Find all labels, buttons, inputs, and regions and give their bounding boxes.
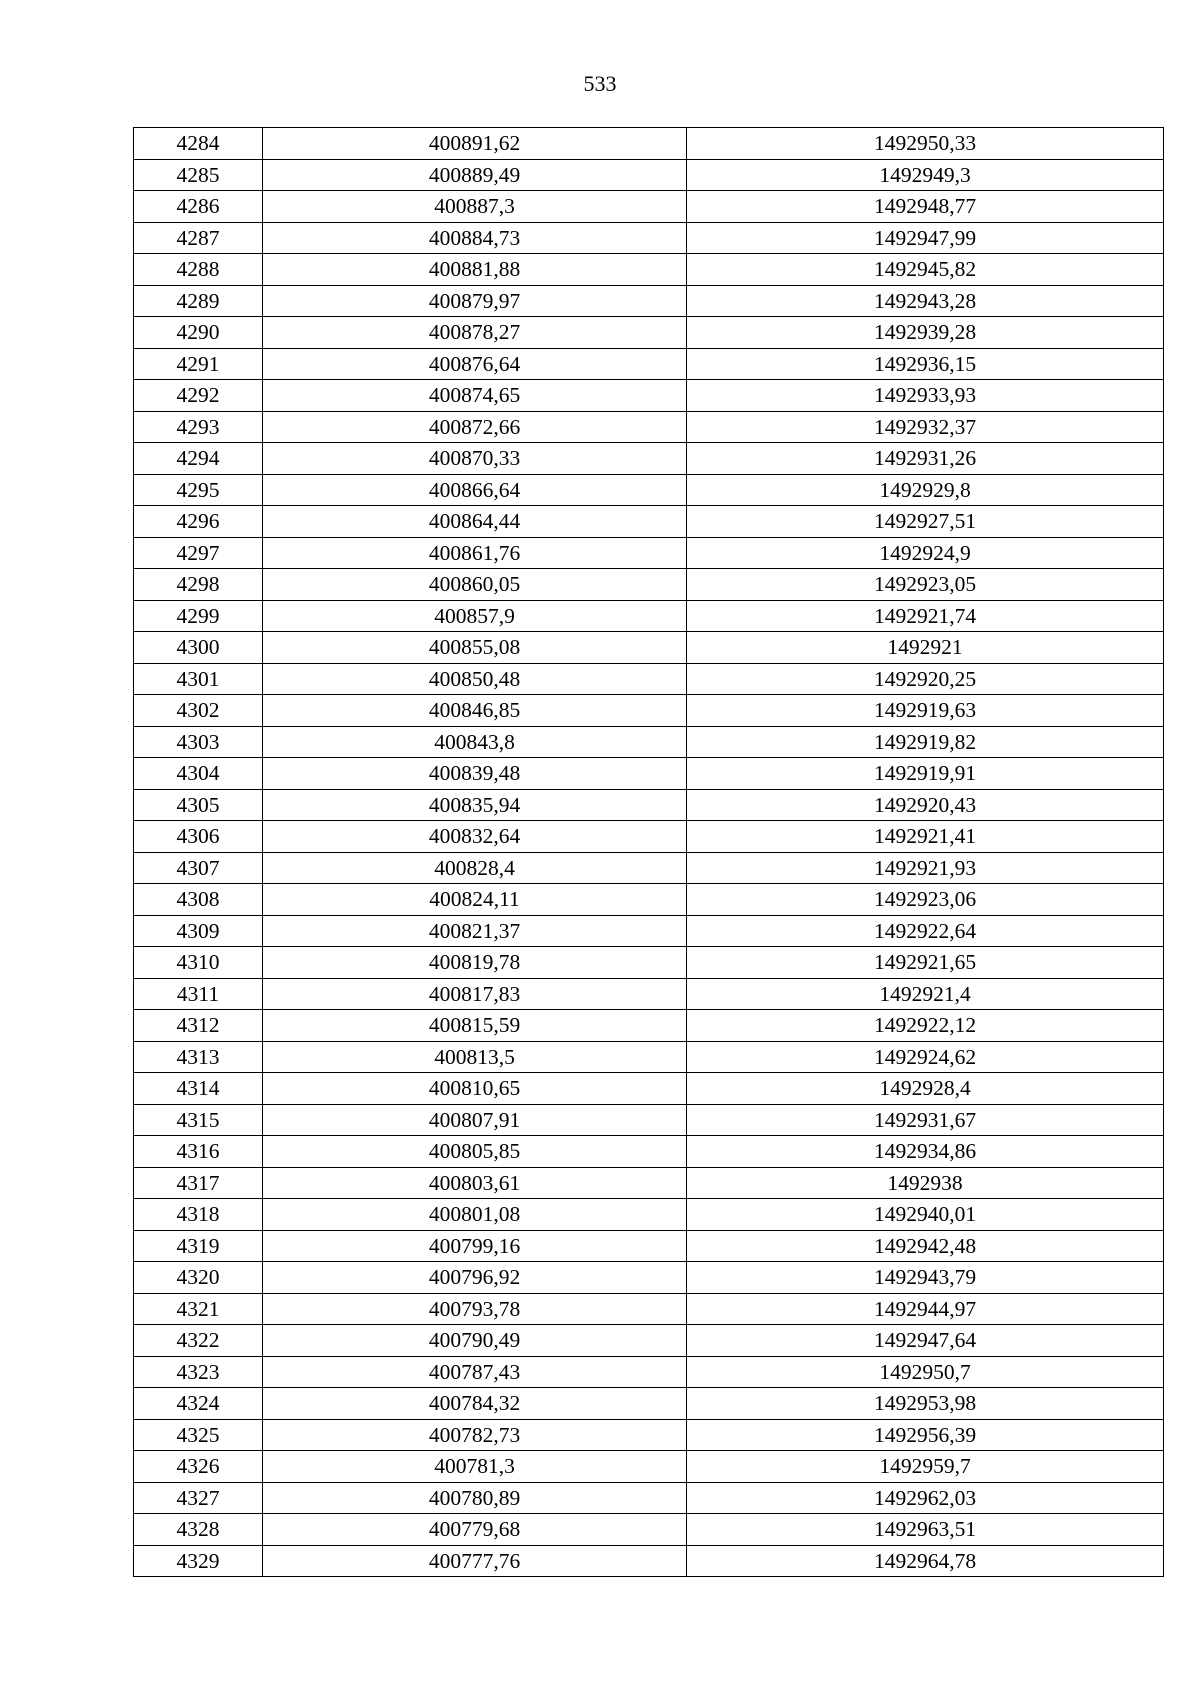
point-number-cell: 4306 bbox=[134, 821, 263, 853]
x-coordinate-cell: 400839,48 bbox=[263, 758, 687, 790]
table-row bbox=[134, 1041, 1164, 1073]
point-number-cell: 4304 bbox=[134, 758, 263, 790]
table-row bbox=[134, 663, 1164, 695]
point-number-cell: 4302 bbox=[134, 695, 263, 727]
point-number-cell: 4327 bbox=[134, 1482, 263, 1514]
x-coordinate-cell: 400803,61 bbox=[263, 1167, 687, 1199]
x-coordinate-cell: 400821,37 bbox=[263, 915, 687, 947]
y-coordinate-cell: 1492931,26 bbox=[687, 443, 1164, 475]
x-coordinate-cell: 400874,65 bbox=[263, 380, 687, 412]
x-coordinate-cell: 400855,08 bbox=[263, 632, 687, 664]
point-number-cell: 4309 bbox=[134, 915, 263, 947]
point-number-cell: 4294 bbox=[134, 443, 263, 475]
table-row bbox=[134, 191, 1164, 223]
table-row bbox=[134, 1136, 1164, 1168]
table-row bbox=[134, 506, 1164, 538]
table-row bbox=[134, 443, 1164, 475]
x-coordinate-cell: 400793,78 bbox=[263, 1293, 687, 1325]
x-coordinate-cell: 400889,49 bbox=[263, 159, 687, 191]
y-coordinate-cell: 1492947,64 bbox=[687, 1325, 1164, 1357]
x-coordinate-cell: 400857,9 bbox=[263, 600, 687, 632]
x-coordinate-cell: 400777,76 bbox=[263, 1545, 687, 1577]
y-coordinate-cell: 1492947,99 bbox=[687, 222, 1164, 254]
table-row bbox=[134, 1388, 1164, 1420]
point-number-cell: 4300 bbox=[134, 632, 263, 664]
y-coordinate-cell: 1492940,01 bbox=[687, 1199, 1164, 1231]
point-number-cell: 4325 bbox=[134, 1419, 263, 1451]
point-number-cell: 4296 bbox=[134, 506, 263, 538]
y-coordinate-cell: 1492921 bbox=[687, 632, 1164, 664]
y-coordinate-cell: 1492927,51 bbox=[687, 506, 1164, 538]
y-coordinate-cell: 1492921,4 bbox=[687, 978, 1164, 1010]
y-coordinate-cell: 1492924,62 bbox=[687, 1041, 1164, 1073]
point-number-cell: 4287 bbox=[134, 222, 263, 254]
x-coordinate-cell: 400884,73 bbox=[263, 222, 687, 254]
y-coordinate-cell: 1492921,74 bbox=[687, 600, 1164, 632]
point-number-cell: 4305 bbox=[134, 789, 263, 821]
y-coordinate-cell: 1492945,82 bbox=[687, 254, 1164, 286]
point-number-cell: 4316 bbox=[134, 1136, 263, 1168]
table-row bbox=[134, 1545, 1164, 1577]
x-coordinate-cell: 400805,85 bbox=[263, 1136, 687, 1168]
point-number-cell: 4314 bbox=[134, 1073, 263, 1105]
table-row bbox=[134, 285, 1164, 317]
x-coordinate-cell: 400787,43 bbox=[263, 1356, 687, 1388]
x-coordinate-cell: 400784,32 bbox=[263, 1388, 687, 1420]
y-coordinate-cell: 1492943,28 bbox=[687, 285, 1164, 317]
table-row bbox=[134, 1104, 1164, 1136]
point-number-cell: 4284 bbox=[134, 128, 263, 160]
table-row bbox=[134, 537, 1164, 569]
coordinates-table-body bbox=[134, 128, 1164, 1577]
point-number-cell: 4324 bbox=[134, 1388, 263, 1420]
table-row bbox=[134, 348, 1164, 380]
table-row bbox=[134, 128, 1164, 160]
y-coordinate-cell: 1492919,63 bbox=[687, 695, 1164, 727]
x-coordinate-cell: 400781,3 bbox=[263, 1451, 687, 1483]
table-row bbox=[134, 254, 1164, 286]
point-number-cell: 4293 bbox=[134, 411, 263, 443]
x-coordinate-cell: 400843,8 bbox=[263, 726, 687, 758]
point-number-cell: 4313 bbox=[134, 1041, 263, 1073]
y-coordinate-cell: 1492919,91 bbox=[687, 758, 1164, 790]
point-number-cell: 4285 bbox=[134, 159, 263, 191]
table-row bbox=[134, 821, 1164, 853]
y-coordinate-cell: 1492938 bbox=[687, 1167, 1164, 1199]
point-number-cell: 4297 bbox=[134, 537, 263, 569]
y-coordinate-cell: 1492956,39 bbox=[687, 1419, 1164, 1451]
x-coordinate-cell: 400815,59 bbox=[263, 1010, 687, 1042]
table-row bbox=[134, 1010, 1164, 1042]
y-coordinate-cell: 1492924,9 bbox=[687, 537, 1164, 569]
point-number-cell: 4312 bbox=[134, 1010, 263, 1042]
y-coordinate-cell: 1492950,33 bbox=[687, 128, 1164, 160]
point-number-cell: 4319 bbox=[134, 1230, 263, 1262]
point-number-cell: 4298 bbox=[134, 569, 263, 601]
y-coordinate-cell: 1492936,15 bbox=[687, 348, 1164, 380]
x-coordinate-cell: 400861,76 bbox=[263, 537, 687, 569]
y-coordinate-cell: 1492950,7 bbox=[687, 1356, 1164, 1388]
x-coordinate-cell: 400864,44 bbox=[263, 506, 687, 538]
y-coordinate-cell: 1492921,41 bbox=[687, 821, 1164, 853]
table-row bbox=[134, 411, 1164, 443]
point-number-cell: 4310 bbox=[134, 947, 263, 979]
table-row bbox=[134, 1451, 1164, 1483]
point-number-cell: 4323 bbox=[134, 1356, 263, 1388]
table-row bbox=[134, 884, 1164, 916]
x-coordinate-cell: 400813,5 bbox=[263, 1041, 687, 1073]
point-number-cell: 4292 bbox=[134, 380, 263, 412]
x-coordinate-cell: 400881,88 bbox=[263, 254, 687, 286]
point-number-cell: 4299 bbox=[134, 600, 263, 632]
y-coordinate-cell: 1492928,4 bbox=[687, 1073, 1164, 1105]
y-coordinate-cell: 1492923,05 bbox=[687, 569, 1164, 601]
x-coordinate-cell: 400876,64 bbox=[263, 348, 687, 380]
x-coordinate-cell: 400860,05 bbox=[263, 569, 687, 601]
point-number-cell: 4301 bbox=[134, 663, 263, 695]
point-number-cell: 4289 bbox=[134, 285, 263, 317]
table-row bbox=[134, 915, 1164, 947]
x-coordinate-cell: 400832,64 bbox=[263, 821, 687, 853]
table-row bbox=[134, 600, 1164, 632]
y-coordinate-cell: 1492939,28 bbox=[687, 317, 1164, 349]
y-coordinate-cell: 1492949,3 bbox=[687, 159, 1164, 191]
x-coordinate-cell: 400824,11 bbox=[263, 884, 687, 916]
y-coordinate-cell: 1492933,93 bbox=[687, 380, 1164, 412]
y-coordinate-cell: 1492934,86 bbox=[687, 1136, 1164, 1168]
table-row bbox=[134, 1356, 1164, 1388]
table-row bbox=[134, 1482, 1164, 1514]
x-coordinate-cell: 400866,64 bbox=[263, 474, 687, 506]
y-coordinate-cell: 1492929,8 bbox=[687, 474, 1164, 506]
table-row bbox=[134, 1262, 1164, 1294]
table-row bbox=[134, 569, 1164, 601]
x-coordinate-cell: 400879,97 bbox=[263, 285, 687, 317]
x-coordinate-cell: 400835,94 bbox=[263, 789, 687, 821]
table-row bbox=[134, 380, 1164, 412]
y-coordinate-cell: 1492921,93 bbox=[687, 852, 1164, 884]
x-coordinate-cell: 400850,48 bbox=[263, 663, 687, 695]
table-row bbox=[134, 1167, 1164, 1199]
table-row bbox=[134, 978, 1164, 1010]
x-coordinate-cell: 400891,62 bbox=[263, 128, 687, 160]
page-number: 533 bbox=[583, 71, 617, 96]
x-coordinate-cell: 400779,68 bbox=[263, 1514, 687, 1546]
table-row bbox=[134, 1199, 1164, 1231]
y-coordinate-cell: 1492943,79 bbox=[687, 1262, 1164, 1294]
point-number-cell: 4307 bbox=[134, 852, 263, 884]
y-coordinate-cell: 1492920,25 bbox=[687, 663, 1164, 695]
y-coordinate-cell: 1492931,67 bbox=[687, 1104, 1164, 1136]
table-row bbox=[134, 1419, 1164, 1451]
table-row bbox=[134, 1073, 1164, 1105]
point-number-cell: 4328 bbox=[134, 1514, 263, 1546]
point-number-cell: 4295 bbox=[134, 474, 263, 506]
y-coordinate-cell: 1492944,97 bbox=[687, 1293, 1164, 1325]
x-coordinate-cell: 400872,66 bbox=[263, 411, 687, 443]
coordinates-table bbox=[133, 127, 1164, 1577]
table-row bbox=[134, 726, 1164, 758]
x-coordinate-cell: 400846,85 bbox=[263, 695, 687, 727]
y-coordinate-cell: 1492922,12 bbox=[687, 1010, 1164, 1042]
point-number-cell: 4317 bbox=[134, 1167, 263, 1199]
y-coordinate-cell: 1492963,51 bbox=[687, 1514, 1164, 1546]
point-number-cell: 4303 bbox=[134, 726, 263, 758]
point-number-cell: 4320 bbox=[134, 1262, 263, 1294]
x-coordinate-cell: 400878,27 bbox=[263, 317, 687, 349]
x-coordinate-cell: 400790,49 bbox=[263, 1325, 687, 1357]
y-coordinate-cell: 1492923,06 bbox=[687, 884, 1164, 916]
y-coordinate-cell: 1492959,7 bbox=[687, 1451, 1164, 1483]
x-coordinate-cell: 400870,33 bbox=[263, 443, 687, 475]
point-number-cell: 4322 bbox=[134, 1325, 263, 1357]
table-row bbox=[134, 1514, 1164, 1546]
point-number-cell: 4318 bbox=[134, 1199, 263, 1231]
point-number-cell: 4286 bbox=[134, 191, 263, 223]
point-number-cell: 4290 bbox=[134, 317, 263, 349]
x-coordinate-cell: 400796,92 bbox=[263, 1262, 687, 1294]
point-number-cell: 4326 bbox=[134, 1451, 263, 1483]
y-coordinate-cell: 1492953,98 bbox=[687, 1388, 1164, 1420]
table-row bbox=[134, 852, 1164, 884]
y-coordinate-cell: 1492948,77 bbox=[687, 191, 1164, 223]
table-row bbox=[134, 947, 1164, 979]
point-number-cell: 4311 bbox=[134, 978, 263, 1010]
table-row bbox=[134, 695, 1164, 727]
y-coordinate-cell: 1492921,65 bbox=[687, 947, 1164, 979]
table-row bbox=[134, 632, 1164, 664]
x-coordinate-cell: 400817,83 bbox=[263, 978, 687, 1010]
x-coordinate-cell: 400801,08 bbox=[263, 1199, 687, 1231]
x-coordinate-cell: 400807,91 bbox=[263, 1104, 687, 1136]
x-coordinate-cell: 400780,89 bbox=[263, 1482, 687, 1514]
table-row bbox=[134, 789, 1164, 821]
y-coordinate-cell: 1492919,82 bbox=[687, 726, 1164, 758]
point-number-cell: 4321 bbox=[134, 1293, 263, 1325]
point-number-cell: 4329 bbox=[134, 1545, 263, 1577]
point-number-cell: 4291 bbox=[134, 348, 263, 380]
table-row bbox=[134, 758, 1164, 790]
table-row bbox=[134, 317, 1164, 349]
x-coordinate-cell: 400782,73 bbox=[263, 1419, 687, 1451]
x-coordinate-cell: 400799,16 bbox=[263, 1230, 687, 1262]
x-coordinate-cell: 400819,78 bbox=[263, 947, 687, 979]
table-row bbox=[134, 474, 1164, 506]
table-row bbox=[134, 222, 1164, 254]
y-coordinate-cell: 1492942,48 bbox=[687, 1230, 1164, 1262]
table-row bbox=[134, 1230, 1164, 1262]
y-coordinate-cell: 1492920,43 bbox=[687, 789, 1164, 821]
x-coordinate-cell: 400810,65 bbox=[263, 1073, 687, 1105]
x-coordinate-cell: 400828,4 bbox=[263, 852, 687, 884]
table-row bbox=[134, 1325, 1164, 1357]
y-coordinate-cell: 1492962,03 bbox=[687, 1482, 1164, 1514]
point-number-cell: 4315 bbox=[134, 1104, 263, 1136]
table-row bbox=[134, 159, 1164, 191]
point-number-cell: 4308 bbox=[134, 884, 263, 916]
y-coordinate-cell: 1492932,37 bbox=[687, 411, 1164, 443]
x-coordinate-cell: 400887,3 bbox=[263, 191, 687, 223]
table-row bbox=[134, 1293, 1164, 1325]
point-number-cell: 4288 bbox=[134, 254, 263, 286]
y-coordinate-cell: 1492964,78 bbox=[687, 1545, 1164, 1577]
y-coordinate-cell: 1492922,64 bbox=[687, 915, 1164, 947]
